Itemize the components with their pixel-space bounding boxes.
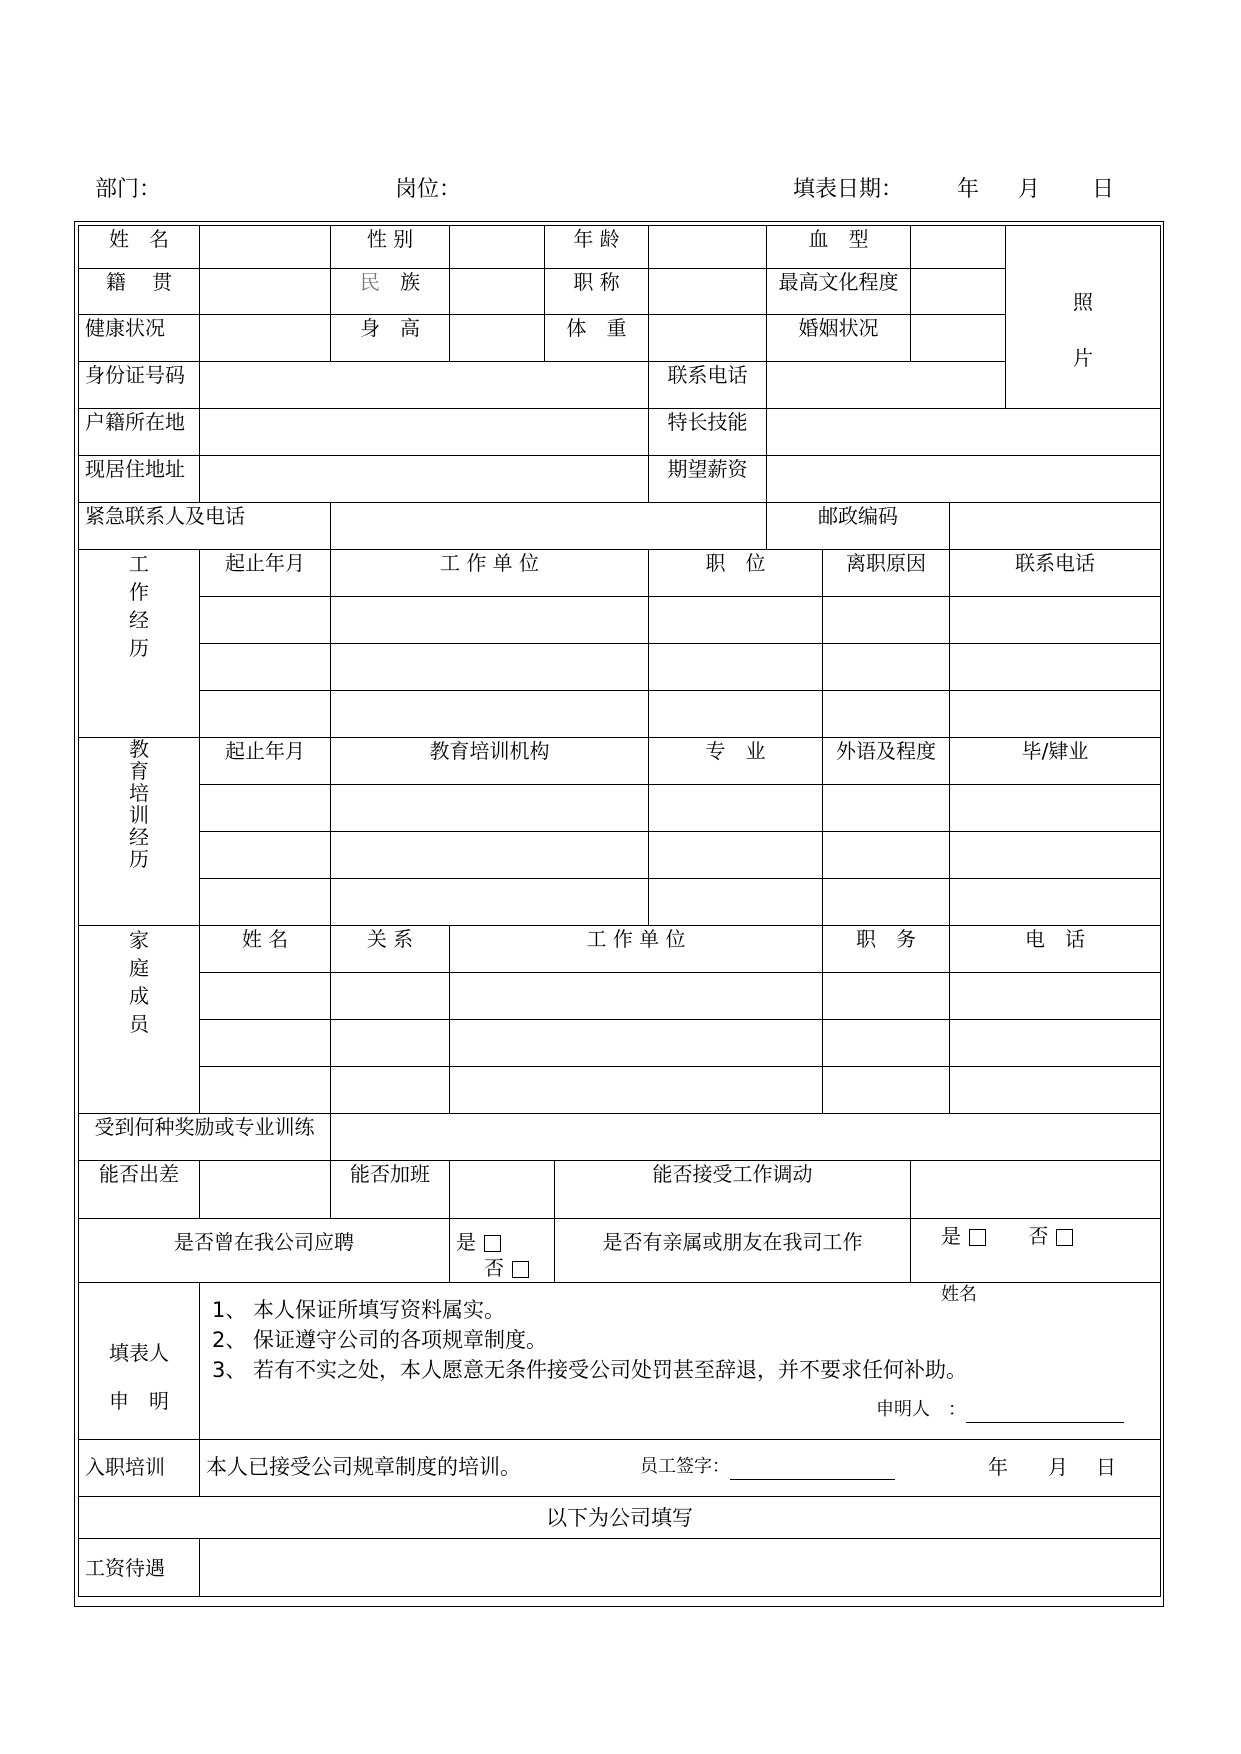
hukou-label: 户籍所在地 <box>79 409 200 456</box>
work-cell[interactable] <box>649 597 823 644</box>
edu-cell[interactable] <box>950 832 1161 879</box>
family-cell[interactable] <box>450 1020 823 1067</box>
applied-no-checkbox[interactable] <box>512 1261 529 1278</box>
family-cell[interactable] <box>823 1020 950 1067</box>
edu-cell[interactable] <box>331 832 649 879</box>
work-cell[interactable] <box>823 597 950 644</box>
declaration-item-1: 1、 本人保证所填写资料属实。 <box>212 1298 506 1322</box>
weight-field[interactable] <box>649 315 767 362</box>
work-cell[interactable] <box>200 644 331 691</box>
education-label: 最高文化程度 <box>767 269 911 315</box>
ethnicity-field[interactable] <box>450 269 545 315</box>
relatives-yes-label: 是 <box>941 1224 962 1248</box>
date-day: 日 <box>1092 177 1115 202</box>
age-field[interactable] <box>649 226 767 269</box>
table-row <box>79 785 1161 832</box>
family-cell[interactable] <box>450 1067 823 1114</box>
family-header-phone: 电 话 <box>950 926 1161 973</box>
education-history-side-label: 教 育 培 训 经 历 <box>79 738 200 926</box>
age-label: 年 龄 <box>545 226 649 269</box>
training-label: 入职培训 <box>79 1440 200 1497</box>
work-cell[interactable] <box>331 691 649 738</box>
overtime-field[interactable] <box>450 1161 555 1219</box>
skills-field[interactable] <box>767 409 1161 456</box>
applied-yes-checkbox[interactable] <box>484 1235 501 1252</box>
edu-cell[interactable] <box>200 832 331 879</box>
id-number-field[interactable] <box>200 362 649 409</box>
declaration-signature-line[interactable] <box>966 1422 1124 1423</box>
training-date-year: 年 <box>988 1455 1008 1479</box>
training-date-day: 日 <box>1096 1455 1116 1479</box>
marital-label: 婚姻状况 <box>767 315 911 362</box>
edu-cell[interactable] <box>950 785 1161 832</box>
family-header-employer: 工 作 单 位 <box>450 926 823 973</box>
fill-date-label: 填表日期： <box>793 177 904 202</box>
edu-cell[interactable] <box>649 785 823 832</box>
company-section-banner: 以下为公司填写 <box>79 1497 1161 1539</box>
relatives-label: 是否有亲属或朋友在我司工作 <box>555 1219 911 1283</box>
family-cell[interactable] <box>823 1067 950 1114</box>
edu-header-language: 外语及程度 <box>823 738 950 785</box>
relatives-yes-checkbox[interactable] <box>969 1229 986 1246</box>
edu-header-institution: 教育培训机构 <box>331 738 649 785</box>
work-cell[interactable] <box>200 691 331 738</box>
family-header-relation: 关 系 <box>331 926 450 973</box>
family-header-name: 姓 名 <box>200 926 331 973</box>
address-label: 现居住地址 <box>79 456 200 503</box>
transfer-field[interactable] <box>911 1161 1161 1219</box>
work-header-position: 职 位 <box>649 550 823 597</box>
emergency-label: 紧急联系人及电话 <box>79 503 331 550</box>
declaration-item-3: 3、 若有不实之处，本人愿意无条件接受公司处罚甚至辞退，并不要求任何补助。 <box>212 1358 968 1382</box>
work-header-employer: 工 作 单 位 <box>331 550 649 597</box>
salary-expect-label: 期望薪资 <box>649 456 767 503</box>
weight-label: 体 重 <box>545 315 649 362</box>
date-year: 年 <box>957 177 980 202</box>
edu-cell[interactable] <box>649 832 823 879</box>
family-cell[interactable] <box>200 973 331 1020</box>
family-header-duty: 职 务 <box>823 926 950 973</box>
table-row <box>79 1020 1161 1067</box>
address-field[interactable] <box>200 456 649 503</box>
family-cell[interactable] <box>200 1067 331 1114</box>
family-cell[interactable] <box>331 973 450 1020</box>
date-month: 月 <box>1018 177 1041 202</box>
applied-before-options <box>450 1219 555 1283</box>
family-cell[interactable] <box>200 1020 331 1067</box>
postcode-field[interactable] <box>950 503 1161 550</box>
transfer-label: 能否接受工作调动 <box>555 1161 911 1219</box>
education-field[interactable] <box>911 269 1006 315</box>
department-label: 部门： <box>95 177 162 202</box>
applied-before-label: 是否曾在我公司应聘 <box>79 1219 450 1283</box>
declaration-signature: 申明人 ： <box>206 1397 1154 1423</box>
family-cell[interactable] <box>823 973 950 1020</box>
edu-cell[interactable] <box>331 785 649 832</box>
emergency-field[interactable] <box>331 503 767 550</box>
work-header-phone: 联系电话 <box>950 550 1161 597</box>
edu-cell[interactable] <box>823 832 950 879</box>
overtime-label: 能否加班 <box>331 1161 450 1219</box>
family-cell[interactable] <box>331 1020 450 1067</box>
awards-field[interactable] <box>331 1114 1161 1161</box>
name-field[interactable] <box>200 226 331 269</box>
salary-field[interactable] <box>200 1539 1161 1597</box>
work-cell[interactable] <box>649 644 823 691</box>
native-place-label: 籍 贯 <box>79 269 200 315</box>
postcode-label: 邮政编码 <box>767 503 950 550</box>
edu-cell[interactable] <box>950 879 1161 926</box>
height-label: 身 高 <box>331 315 450 362</box>
travel-label: 能否出差 <box>79 1161 200 1219</box>
phone-label: 联系电话 <box>649 362 767 409</box>
relatives-options <box>911 1219 1161 1305</box>
table-row <box>79 879 1161 926</box>
gender-label: 性 别 <box>331 226 450 269</box>
work-cell[interactable] <box>331 644 649 691</box>
name-label: 姓 名 <box>79 226 200 269</box>
marital-field[interactable] <box>911 315 1006 362</box>
height-field[interactable] <box>450 315 545 362</box>
declaration-content <box>200 1283 1161 1440</box>
edu-cell[interactable] <box>200 879 331 926</box>
edu-cell[interactable] <box>823 879 950 926</box>
training-content <box>200 1440 1161 1497</box>
photo-label-1: 照 <box>1073 290 1094 314</box>
edu-cell[interactable] <box>649 879 823 926</box>
relatives-no-label: 否 <box>1028 1224 1049 1248</box>
work-header-period: 起止年月 <box>200 550 331 597</box>
relatives-no-checkbox[interactable] <box>1056 1229 1073 1246</box>
table-row <box>79 644 1161 691</box>
gender-field[interactable] <box>450 226 545 269</box>
work-cell[interactable] <box>331 597 649 644</box>
table-row <box>79 1067 1161 1114</box>
work-header-leave-reason: 离职原因 <box>823 550 950 597</box>
phone-field[interactable] <box>767 362 1006 409</box>
family-side-label: 家 庭 成 员 <box>79 926 200 1114</box>
ethnicity-label: 民 族 <box>331 269 450 315</box>
work-cell[interactable] <box>950 597 1161 644</box>
table-row <box>79 832 1161 879</box>
table-row <box>79 597 1161 644</box>
health-label: 健康状况 <box>79 315 200 362</box>
salary-expect-field[interactable] <box>767 456 1161 503</box>
declaration-item-2: 2、 保证遵守公司的各项规章制度。 <box>212 1328 548 1352</box>
employee-signature-line[interactable] <box>730 1479 895 1480</box>
edu-cell[interactable] <box>823 785 950 832</box>
position-label: 岗位： <box>395 177 462 202</box>
health-field[interactable] <box>200 315 331 362</box>
work-cell[interactable] <box>823 644 950 691</box>
family-cell[interactable] <box>450 973 823 1020</box>
applied-no-label: 否 <box>484 1256 504 1280</box>
hukou-field[interactable] <box>200 409 649 456</box>
declaration-label: 填表人 申 明 <box>79 1283 200 1440</box>
salary-label: 工资待遇 <box>79 1539 200 1597</box>
relatives-name-cutoff: 姓名 <box>941 1284 978 1305</box>
edu-header-period: 起止年月 <box>200 738 331 785</box>
id-number-label: 身份证号码 <box>79 362 200 409</box>
training-date-month: 月 <box>1048 1455 1068 1479</box>
work-history-side-label: 工 作 经 历 <box>79 550 200 738</box>
photo-cell[interactable] <box>1006 226 1161 409</box>
edu-header-major: 专 业 <box>649 738 823 785</box>
family-cell[interactable] <box>331 1067 450 1114</box>
work-cell[interactable] <box>823 691 950 738</box>
family-cell[interactable] <box>950 1067 1161 1114</box>
edu-cell[interactable] <box>200 785 331 832</box>
skills-label: 特长技能 <box>649 409 767 456</box>
work-cell[interactable] <box>200 597 331 644</box>
employee-signature: 员工签字： <box>640 1454 895 1480</box>
photo-label-2: 片 <box>1073 346 1094 370</box>
title-label: 职 称 <box>545 269 649 315</box>
family-cell[interactable] <box>950 973 1161 1020</box>
table-row <box>79 973 1161 1020</box>
work-cell[interactable] <box>649 691 823 738</box>
blood-type-field[interactable] <box>911 226 1006 269</box>
application-form <box>78 225 1161 1597</box>
work-cell[interactable] <box>950 644 1161 691</box>
family-cell[interactable] <box>950 1020 1161 1067</box>
travel-field[interactable] <box>200 1161 331 1219</box>
edu-header-graduation: 毕/肄业 <box>950 738 1161 785</box>
title-field[interactable] <box>649 269 767 315</box>
edu-cell[interactable] <box>331 879 649 926</box>
table-row <box>79 691 1161 738</box>
awards-label: 受到何种奖励或专业训练 <box>79 1114 331 1161</box>
applied-yes-label: 是 <box>456 1230 476 1254</box>
training-text: 本人已接受公司规章制度的培训。 <box>206 1455 521 1479</box>
blood-type-label: 血 型 <box>767 226 911 269</box>
native-place-field[interactable] <box>200 269 331 315</box>
work-cell[interactable] <box>950 691 1161 738</box>
